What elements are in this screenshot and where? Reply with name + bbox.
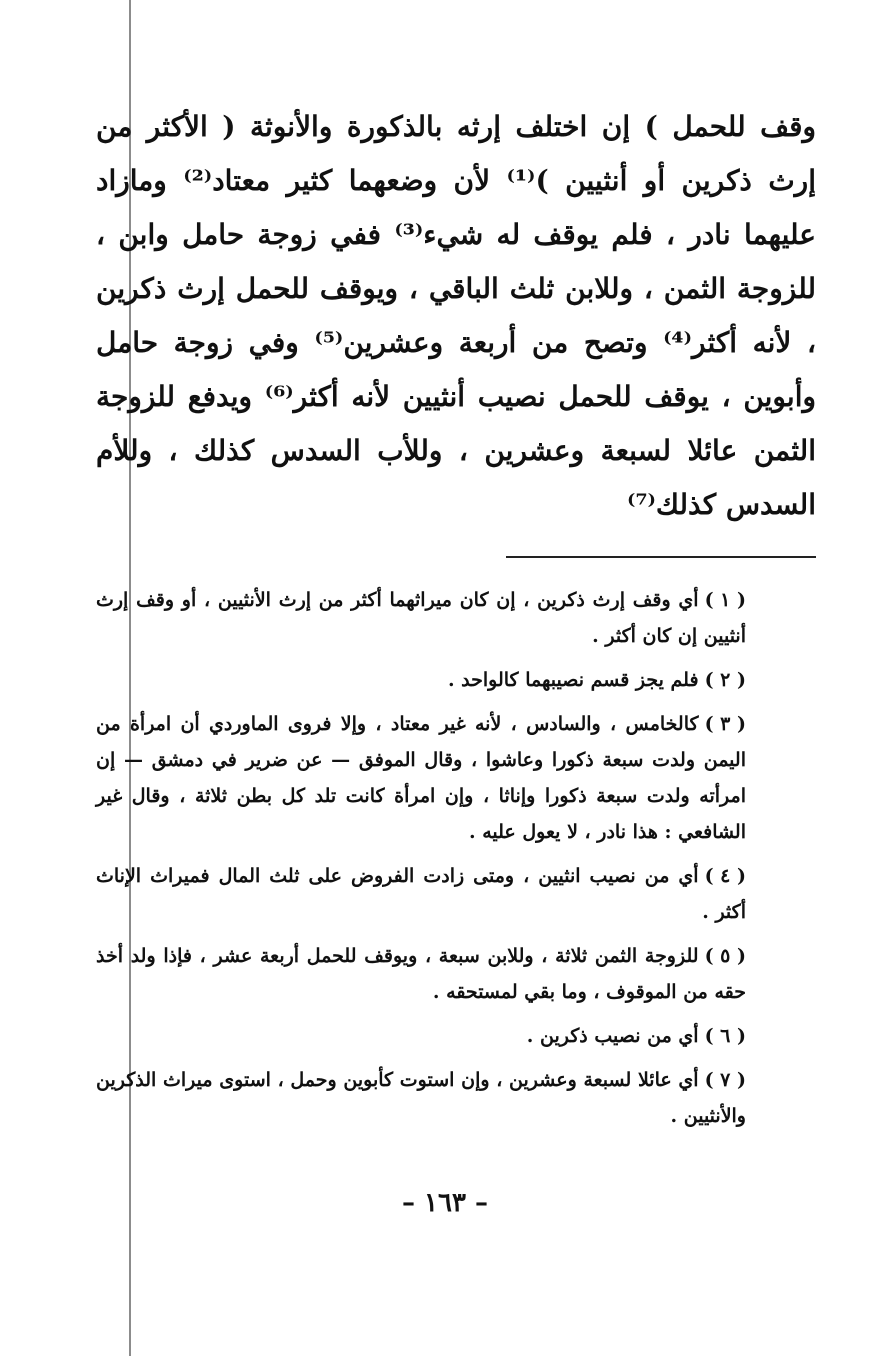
main-text (96, 100, 816, 532)
footnote-number: ( ٦ ) (704, 1025, 746, 1047)
footnote-4 (96, 858, 816, 930)
footnote-1 (96, 582, 816, 654)
footnote-text: للزوجة الثمن ثلاثة ، وللابن سبعة ، ويوقف للحمل أربعة عشر ، فإذا ولد أخذ حقه من الموقوف ، وما بقي لمستحقه . (96, 945, 746, 1003)
footnote-7 (96, 1062, 816, 1134)
page-body (96, 100, 816, 1142)
footnote-divider (506, 556, 816, 558)
footnote-text: أي عائلا لسبعة وعشرين ، وإن استوت كأبوين وحمل ، استوى ميراث الذكرين والأنثيين . (96, 1069, 746, 1127)
footnote-number: ( ٧ ) (704, 1069, 746, 1091)
page-number: – ١٦٣ – (401, 1188, 489, 1218)
footnote-text: أي من نصيب انثيين ، ومتى زادت الفروض على ثلث المال فميراث الإناث أكثر . (96, 865, 746, 923)
footnote-text: أي من نصيب ذكرين . (526, 1025, 699, 1047)
footnote-text: كالخامس ، والسادس ، لأنه غير معتاد ، وإلا فروى الماوردي أن امرأة من اليمن ولدت سبعة ذكورا وعاشوا ، وقال الموفق — عن ضرير في دمشق — إن امرأته ولدت سبعة ذكورا وإناثا ، وإن امرأة كانت تلد كل بطن ثلاثة ، وقال غير الشافعي : هذا نادر ، لا يعول عليه . (96, 713, 746, 843)
main-paragraph: وقف للحمل ) إن اختلف إرثه بالذكورة والأنوثة ( الأكثر من إرث ذكرين أو أنثيين )⁽¹⁾ لأن وضعهما كثير معتاد⁽²⁾ ومازاد عليهما نادر ، فلم يوقف له شيء⁽³⁾ ففي زوجة حامل وابن ، للزوجة الثمن ، وللابن ثلث الباقي ، ويوقف للحمل إرث ذكرين ، لأنه أكثر⁽⁴⁾ وتصح من أربعة وعشرين⁽⁵⁾ وفي زوجة حامل وأبوين ، يوقف للحمل نصيب أنثيين لأنه أكثر⁽⁶⁾ ويدفع للزوجة الثمن عائلا لسبعة وعشرين ، وللأب السدس كذلك ، وللأم السدس كذلك⁽⁷⁾ (96, 110, 817, 521)
footnote-number: ( ٥ ) (704, 945, 746, 967)
footnote-2 (96, 662, 816, 698)
footnote-text: فلم يجز قسم نصيبهما كالواحد . (447, 669, 699, 691)
footnote-3 (96, 706, 816, 850)
footnotes (96, 582, 816, 1134)
footnote-text: أي وقف إرث ذكرين ، إن كان ميراثهما أكثر من إرث الأنثيين ، أو وقف إرث أنثيين إن كان أكثر . (96, 589, 746, 647)
footnote-6 (96, 1018, 816, 1054)
footnote-number: ( ٤ ) (704, 865, 746, 887)
footnote-5 (96, 938, 816, 1010)
footnote-number: ( ١ ) (704, 589, 746, 611)
footnote-number: ( ٢ ) (704, 669, 746, 691)
footnote-number: ( ٣ ) (704, 713, 746, 735)
